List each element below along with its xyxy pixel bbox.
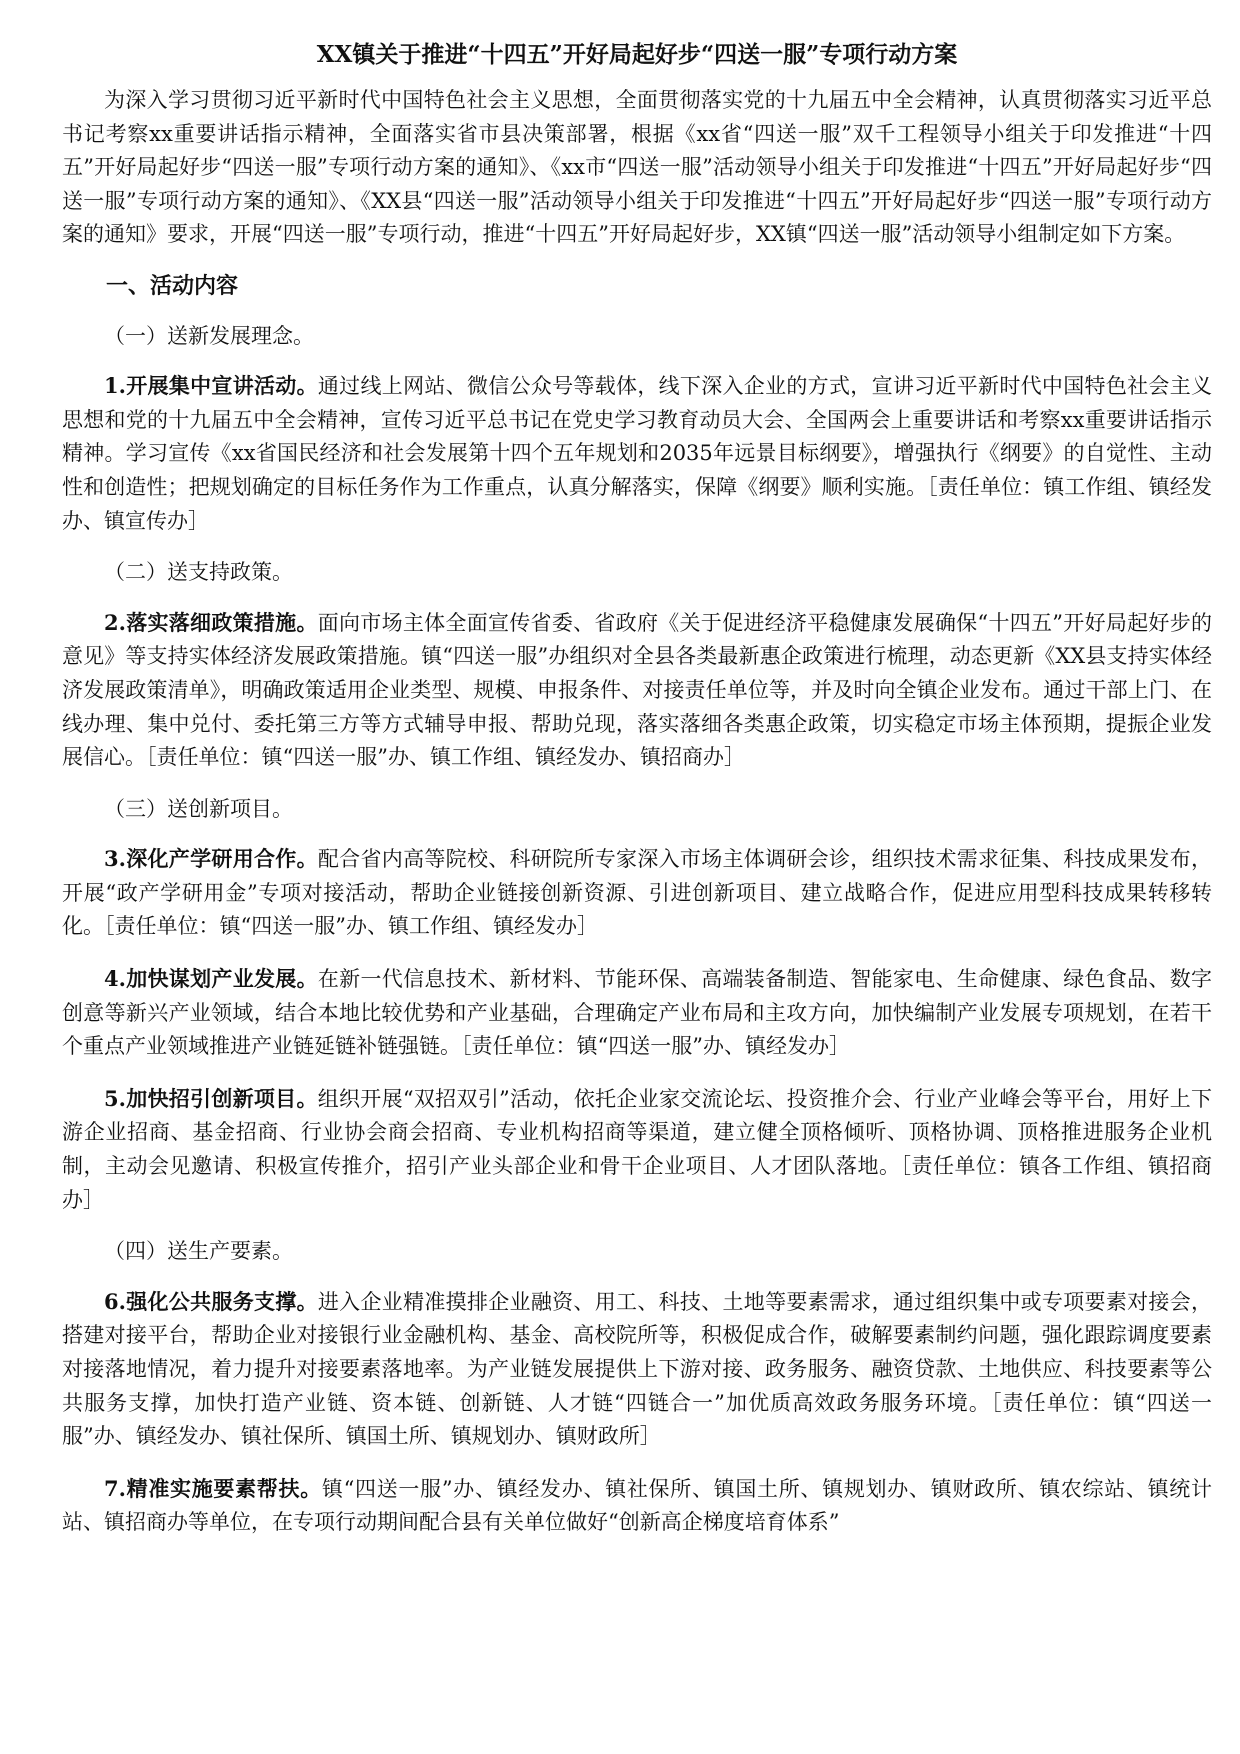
- subsection-heading: （三）送创新项目。: [104, 796, 293, 821]
- section-heading: 一、活动内容: [106, 272, 239, 299]
- list-item: [62, 842, 1212, 944]
- subsection-heading: （二）送支持政策。: [104, 560, 293, 585]
- item-body: 组织开展“双招双引”活动，依托企业家交流论坛、投资推介会、行业产业峰会等平台，用好上下游企业招商、基金招商、行业协会商会招商、专业机构招商等渠道，建立健全顶格倾听、顶格协调、顶格推进服务企业机制，主动会见邀请、积极宣传推介，招引产业头部企业和骨干企业项目、人才团队落地。［责任单位：镇各工作组、镇招商办］: [62, 1086, 1212, 1212]
- document-title: XX镇关于推进“十四五”开好局起好步“四送一服”专项行动方案: [316, 41, 958, 68]
- subsection-heading: （四）送生产要素。: [104, 1239, 293, 1264]
- item-title: 5.加快招引创新项目。: [104, 1085, 318, 1111]
- item-body: 配合省内高等院校、科研院所专家深入市场主体调研会诊，组织技术需求征集、科技成果发布，开展“政产学研用金”专项对接活动，帮助企业链接创新资源、引进创新项目、建立战略合作，促进应用型科技成果转移转化。［责任单位：镇“四送一服”办、镇工作组、镇经发办］: [62, 847, 1212, 939]
- list-item: [62, 369, 1212, 538]
- item-title: 3.深化产学研用合作。: [104, 846, 318, 872]
- item-body: 进入企业精准摸排企业融资、用工、科技、土地等要素需求，通过组织集中或专项要素对接会，搭建对接平台，帮助企业对接银行业金融机构、基金、高校院所等，积极促成合作，破解要素制约问题，强化跟踪调度要素对接落地情况，着力提升对接要素落地率。为产业链发展提供上下游对接、政务服务、融资贷款、土地供应、科技要素等公共服务支撑，加快打造产业链、资本链、创新链、人才链“四链合一”加优质高效政务服务环境。［责任单位：镇“四送一服”办、镇经发办、镇社保所、镇国土所、镇规划办、镇财政所］: [62, 1289, 1212, 1449]
- intro-paragraph: 为深入学习贯彻习近平新时代中国特色社会主义思想，全面贯彻落实党的十九届五中全会精神，认真贯彻落实习近平总书记考察xx重要讲话指示精神，全面落实省市县决策部署，根据《xx省“四送一服”双千工程领导小组关于印发推进“十四五”开好局起好步“四送一服”专项行动方案的通知》、《xx市“四送一服”活动领导小组关于印发推进“十四五”开好局起好步“四送一服”专项行动方案的通知》、《XX县“四送一服”活动领导小组关于印发推进“十四五”开好局起好步“四送一服”专项行动方案的通知》要求，开展“四送一服”专项行动，推进“十四五”开好局起好步，XX镇“四送一服”活动领导小组制定如下方案。: [62, 88, 1212, 247]
- item-body: 在新一代信息技术、新材料、节能环保、高端装备制造、智能家电、生命健康、绿色食品、数字创意等新兴产业领域，结合本地比较优势和产业基础，合理确定产业布局和主攻方向，加快编制产业发展专项规划，在若干个重点产业领域推进产业链延链补链强链。［责任单位：镇“四送一服”办、镇经发办］: [62, 967, 1212, 1059]
- list-item: [62, 962, 1212, 1064]
- list-item: [62, 1472, 1212, 1540]
- item-body: 镇“四送一服”办、镇经发办、镇社保所、镇国土所、镇规划办、镇财政所、镇农综站、镇统计站、镇招商办等单位，在专项行动期间配合县有关单位做好“创新高企梯度培育体系”: [62, 1476, 1212, 1535]
- subsection-heading: （一）送新发展理念。: [104, 323, 314, 348]
- list-item: [62, 1082, 1212, 1217]
- document-page: [62, 40, 1212, 1558]
- item-title: 1.开展集中宣讲活动。: [104, 373, 318, 399]
- item-body: 面向市场主体全面宣传省委、省政府《关于促进经济平稳健康发展确保“十四五”开好局起好步的意见》等支持实体经济发展政策措施。镇“四送一服”办组织对全县各类最新惠企政策进行梳理，动态更新《XX县支持实体经济发展政策清单》，明确政策适用企业类型、规模、申报条件、对接责任单位等，并及时向全镇企业发布。通过干部上门、在线办理、集中兑付、委托第三方等方式辅导申报、帮助兑现，落实落细各类惠企政策，切实稳定市场主体预期，提振企业发展信心。［责任单位：镇“四送一服”办、镇工作组、镇经发办、镇招商办］: [62, 610, 1212, 770]
- item-body: 通过线上网站、微信公众号等载体，线下深入企业的方式，宣讲习近平新时代中国特色社会主义思想和党的十九届五中全会精神，宣传习近平总书记在党史学习教育动员大会、全国两会上重要讲话和考察xx重要讲话指示精神。学习宣传《xx省国民经济和社会发展第十四个五年规划和2035年远景目标纲要》，增强执行《纲要》的自觉性、主动性和创造性；把规划确定的目标任务作为工作重点，认真分解落实，保障《纲要》顺利实施。［责任单位：镇工作组、镇经发办、镇宣传办］: [62, 374, 1212, 533]
- item-title: 4.加快谋划产业发展。: [104, 966, 318, 992]
- item-title: 7.精准实施要素帮扶。: [104, 1475, 322, 1501]
- item-title: 6.强化公共服务支撑。: [104, 1288, 318, 1314]
- list-item: [62, 606, 1212, 775]
- item-title: 2.落实落细政策措施。: [104, 609, 318, 635]
- list-item: [62, 1285, 1212, 1454]
